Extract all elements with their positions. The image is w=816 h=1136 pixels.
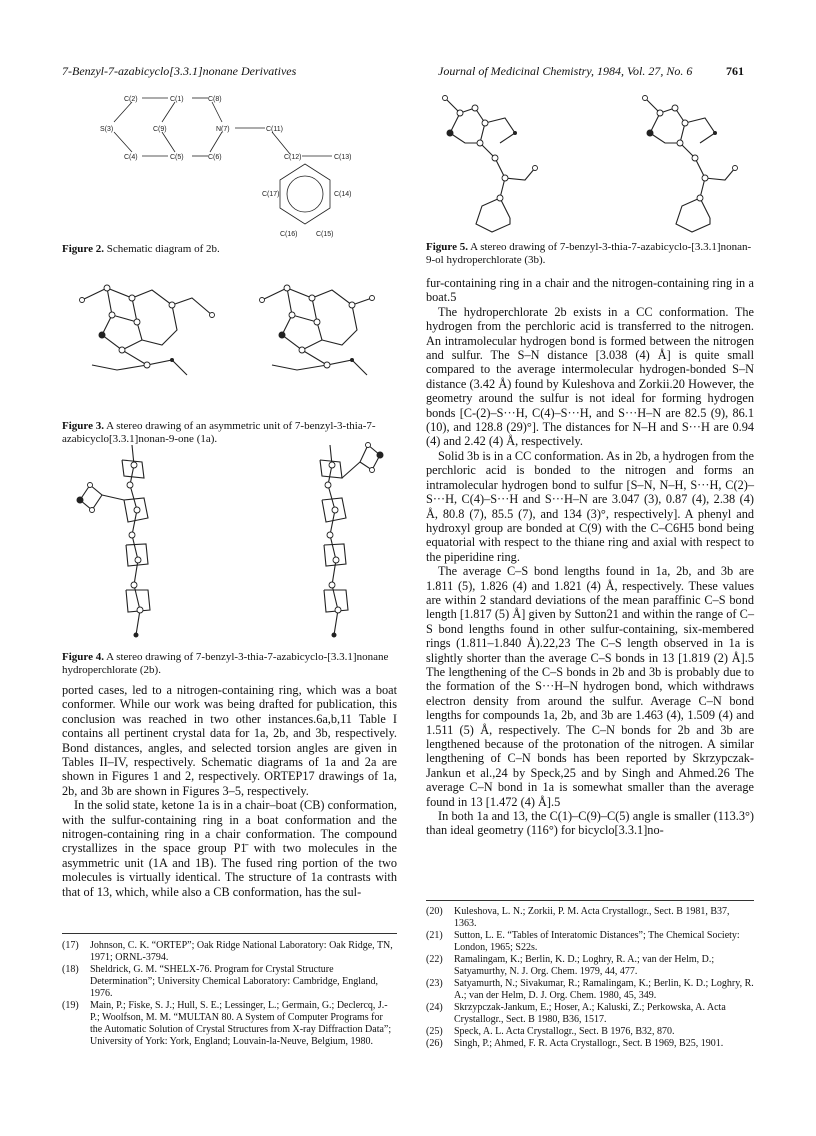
atom-c8: C(8) (208, 96, 222, 103)
left-paragraph-2: In the solid state, ketone 1a is in a chair–boat (CB) conformation, with the sulfur-containing ring in a boat conformation and the nitrogen-containing ring in a chair conformation. The compound crystallizes in the space group P1̄ with two molecules in the asymmetric unit (1A and 1B). The fused ring portion of the two molecules is virtually identical. The structure of 1a contrasts with that of 13, which, while also a CB conformation, has the sul- (62, 798, 397, 899)
right-column-body (426, 276, 754, 838)
figure-5-label: Figure 5. (426, 241, 468, 253)
atom-c2: C(2) (124, 96, 138, 103)
atom-c4: C(4) (124, 154, 138, 161)
reference-17: (17) Johnson, C. K. “ORTEP”; Oak Ridge National Laboratory: Oak Ridge, TN, 1971; ORNL-3794. (62, 940, 393, 963)
left-paragraph-1: ported cases, led to a nitrogen-containing ring, which was a boat conformer. While our work was being drafted for publication, this conclusion was reached in two other instances.6a,b,11 Table I contains all pertinent crystal data for 1a, 2b, and 3b, respectively. Bond distances, angles, and selected torsion angles are given in Tables II–IV, respectively. Schematic diagrams of 1a and 2a are shown in Figures 1 and 2, respectively. ORTEP17 drawings of 1a, 2b, and 3b are shown in Figures 3–5, respectively. (62, 683, 397, 798)
reference-20: (20) Kuleshova, L. N.; Zorkii, P. M. Acta Crystallogr., Sect. B 1981, B37, 1363. (426, 906, 730, 929)
atom-c9: C(9) (153, 126, 167, 133)
figure-2-schematic (80, 88, 380, 248)
right-references (426, 906, 754, 1050)
atom-c13: C(13) (334, 154, 352, 161)
atom-c11: C(11) (266, 126, 283, 133)
reference-22: (22) Ramalingam, K.; Berlin, K. D.; Loghry, R. A.; van der Helm, D.; Satyamurthy, N. J. Org. Chem. 1979, 44, 477. (426, 954, 715, 977)
right-footnote-rule (426, 900, 754, 901)
figure-3-caption-text: A stereo drawing of an asymmetric unit of 7-benzyl-3-thia-7-azabicyclo[3.3.1]nonan-9-one (1a). (62, 420, 376, 445)
figure-3-stereo-drawing (62, 270, 397, 415)
atom-c15: C(15) (316, 231, 334, 238)
reference-21: (21) Sutton, L. E. “Tables of Interatomic Distances”; The Chemical Society: London, 1965; S22s. (426, 930, 740, 953)
right-paragraph-2: The hydroperchlorate 2b exists in a CC conformation. The hydrogen from the perchloric acid is transferred to the nitrogen. An intramolecular hydrogen bond is formed between the nitrogen and sulfur. The S–N distance [3.038 (4) Å] is quite small compared to the average intermolecular hydrogen-bonded S–N distance (3.42 Å) found by Kuleshova and Zorkii.20 However, the geometry around the sulfur is not ideal for forming hydrogen bonds [C-(2)–S···H, C(4)–S···H, and S···H–N are 82.5 (9), 86.1 (10), and 128.8 (29)°]. The distances for N–H and S···H are 0.94 (4) and 2.42 (4) Å, respectively. (426, 304, 754, 449)
left-footnote-rule (62, 933, 397, 934)
reference-19: (19) Main, P.; Fiske, S. J.; Hull, S. E.; Lessinger, L.; Germain, G.; Declercq, J.-P.; Woolfson, M. M. “MULTAN 80. A System of Computer Programs for the Automatic Solution of Crystal Structures from X-ray Diffraction Data”; University of York: York, England; Louvain-la-Neuve, Belgium, 1980. (62, 1000, 392, 1047)
figure-4-label: Figure 4. (62, 651, 104, 663)
left-references (62, 940, 397, 1048)
page-number: 761 (726, 64, 744, 78)
right-paragraph-5: In both 1a and 13, the C(1)–C(9)–C(5) angle is smaller (113.3°) than ideal geometry (116°) for bicyclo[3.3.1]no- (426, 809, 754, 838)
reference-24: (24) Skrzypczak-Jankum, E.; Hoser, A.; Kaluski, Z.; Perkowska, A. Acta Crystallogr., Sect. B 1980, B36, 1517. (426, 1002, 726, 1025)
right-paragraph-3: Solid 3b is in a CC conformation. As in 2b, a hydrogen from the perchloric acid is bonded to the nitrogen and forms an intramolecular hydrogen bond to sulfur [S–N, N–H, S···H, C(2)–S···H, C(4)–S···H and S···H–N are 3.047 (3), 0.87 (4), 2.38 (4) Å, 80.8 (7), 85.5 (7), and 134 (3)°, respectively]. A phenyl and hydroxyl group are bonded at C(9) with the C–C6H5 bond being equatorial with respect to the thiane ring and axial with respect to the piperidine ring. (426, 448, 754, 564)
figure-2-label: Figure 2. (62, 243, 104, 255)
atom-c16: C(16) (280, 231, 298, 238)
figure-4-caption-text: A stereo drawing of 7-benzyl-3-thia-7-azabicyclo-[3.3.1]nonane hydroperchlorate (2b). (62, 651, 389, 676)
atom-c12: C(12) (284, 154, 302, 161)
figure-5-stereo-drawing (420, 88, 755, 238)
figure-3-label: Figure 3. (62, 420, 104, 432)
figure-5-caption (426, 241, 756, 267)
figure-4-stereo-drawing (62, 440, 397, 650)
running-header-journal: Journal of Medicinal Chemistry, 1984, Vol. 27, No. 6 (438, 64, 693, 78)
reference-25: (25) Speck, A. L. Acta Crystallogr., Sect. B 1976, B32, 870. (426, 1026, 675, 1037)
atom-c5: C(5) (170, 154, 184, 161)
atom-n7: N(7) (216, 126, 230, 133)
right-paragraph-1: fur-containing ring in a chair and the nitrogen-containing ring in a boat.5 (426, 276, 754, 305)
figure-2-caption-text: Schematic diagram of 2b. (106, 243, 220, 255)
atom-c1: C(1) (170, 96, 184, 103)
left-column-body (62, 683, 397, 899)
figure-5-caption-text: A stereo drawing of 7-benzyl-3-thia-7-azabicyclo-[3.3.1]nonan-9-ol hydroperchlorate (3b). (426, 241, 752, 266)
reference-23: (23) Satyamurth, N.; Sivakumar, R.; Ramalingam, K.; Berlin, K. D.; Loghry, R. A.; van der Helm, D. J. Org. Chem. 1980, 45, 349. (426, 978, 754, 1001)
right-paragraph-4: The average C–S bond lengths found in 1a, 2b, and 3b are 1.811 (5), 1.826 (4) and 1.821 (4) Å, respectively. These values are within 2 standard deviations of the mean paraffinic C–S bond length [1.817 (5) Å] given by Sutton21 and within the range of C–S bond lengths found in other sulfur-containing, six-membered rings (1.811–1.840 Å).22,23 The C–S length observed in 1a is slightly shorter than the average C–S bonds in 13 [1.819 (2) Å].5 The lengthening of the C–S bonds in 2b and 3b is probably due to the formation of the S···H–N hydrogen bond, which withdraws electron density from around the sulfur. Average C–N bond lengths for compounds 1a, 2b, and 3b are 1.463 (4), 1.509 (4) and 1.511 (5) Å, respectively. The C–N bonds for 2b and 3b are lengthened because of the protonation of the nitrogen. A similar lengthening of C–N bonds has been reported by Skrzypczak-Jankun et al.,24 by Speck,25 and by Singh and Ahmed.26 The average C–N bond in 1a is somewhat smaller than the average found in 13 [1.472 (4) Å].5 (426, 564, 754, 809)
atom-c6: C(6) (208, 154, 222, 161)
atom-s3: S(3) (100, 126, 114, 133)
figure-4-caption (62, 651, 392, 677)
figure-2-caption (62, 243, 392, 256)
reference-18: (18) Sheldrick, G. M. “SHELX-76. Program for Crystal Structure Determination”; University Chemical Laboratory: Cambridge, England, 1976. (62, 964, 378, 999)
reference-26: (26) Singh, P.; Ahmed, F. R. Acta Crystallogr., Sect. B 1969, B25, 1901. (426, 1038, 724, 1049)
atom-c14: C(14) (334, 191, 352, 198)
running-header-left: 7-Benzyl-7-azabicyclo[3.3.1]nonane Derivatives (62, 64, 297, 78)
atom-c17: C(17) (262, 191, 280, 198)
